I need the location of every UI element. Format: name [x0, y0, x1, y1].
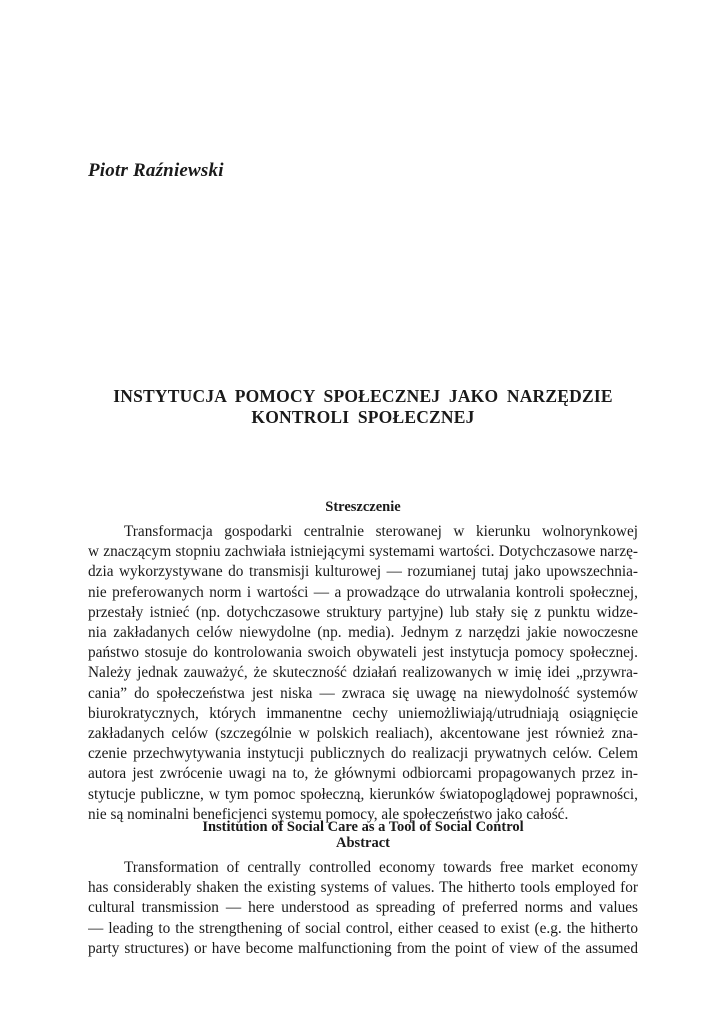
paragraph-line: autora jest zwrócenie uwagi na to, że głównymi odbiorcami propagowanych przez in- [88, 765, 638, 783]
paragraph-line: państwo stosuje do kontrolowania swoich obywateli jest instytucja pomocy społecznej. [88, 644, 638, 662]
english-title-heading: Institution of Social Care as a Tool of Social Control [202, 819, 524, 835]
paragraph-line: zakładanych celów (szczególnie w polskich realiach), akcentowane jest również zna- [88, 725, 638, 743]
article-title [88, 386, 638, 428]
paragraph-line: czenie przechwytywania instytucji publicznych do realizacji prywatnych celów. Celem [88, 745, 638, 763]
paragraph-line: nie preferowanych norm i wartości — a prowadzące do utrwalania kontroli społecznej, [88, 583, 638, 601]
paragraph-line: nia zakładanych celów niewydolne (np. media). Jednym z narzędzi jakie nowoczesne [88, 624, 638, 642]
streszczenie-heading: Streszczenie [325, 499, 401, 515]
article-title-line-1: INSTYTUCJA POMOCY SPOŁECZNEJ JAKO NARZĘDZIE [113, 386, 613, 406]
author-name: Piotr Raźniewski [88, 160, 224, 181]
paragraph-line: w znaczącym stopniu zachwiała istniejącymi systemami wartości. Dotychczasowe narzę- [88, 543, 638, 561]
paragraph-line: cania” do społeczeństwa jest niska — zwraca się uwagę na niewydolność systemów [88, 684, 638, 702]
paragraph-line: has considerably shaken the existing systems of values. The hitherto tools employed for [88, 879, 638, 897]
paragraph-line: dzia wykorzystywane do transmisji kulturowej — rozumianej tutaj jako upowszechnia- [88, 563, 638, 581]
paragraph-line: nie są nominalni beneficjenci systemu pomocy, ale społeczeństwo jako całość. [88, 805, 569, 823]
paragraph-line: biurokratycznych, których immanentne cechy uniemożliwiają/utrudniają osiągnięcie [88, 704, 638, 722]
paragraph-line: — leading to the strengthening of social control, either ceased to exist (e.g. the hitherto [88, 919, 638, 937]
paragraph-line: Transformacja gospodarki centralnie sterowanej w kierunku wolnorynkowej [124, 523, 638, 540]
paragraph-line: party structures) or have become malfunctioning from the point of view of the assumed [88, 939, 638, 957]
paragraph-line: przestały istnieć (np. dotychczasowe struktury partyjne) lub stały się z punktu widze- [88, 603, 638, 621]
streszczenie-paragraph [88, 522, 638, 825]
abstract-heading: Abstract [336, 835, 390, 851]
paragraph-line: Transformation of centrally controlled economy towards free market economy [124, 859, 638, 876]
paragraph-line: Należy jednak zauważyć, że skuteczność działań realizowanych w imię idei „przywra- [88, 664, 638, 682]
abstract-paragraph [88, 858, 638, 959]
article-title-line-2: KONTROLI SPOŁECZNEJ [251, 407, 475, 427]
paragraph-line: cultural transmission — here understood as spreading of preferred norms and values [88, 899, 638, 917]
paragraph-line: stytucje publiczne, w tym pomoc społeczną, kierunków światopoglądowej poprawności, [88, 785, 638, 803]
